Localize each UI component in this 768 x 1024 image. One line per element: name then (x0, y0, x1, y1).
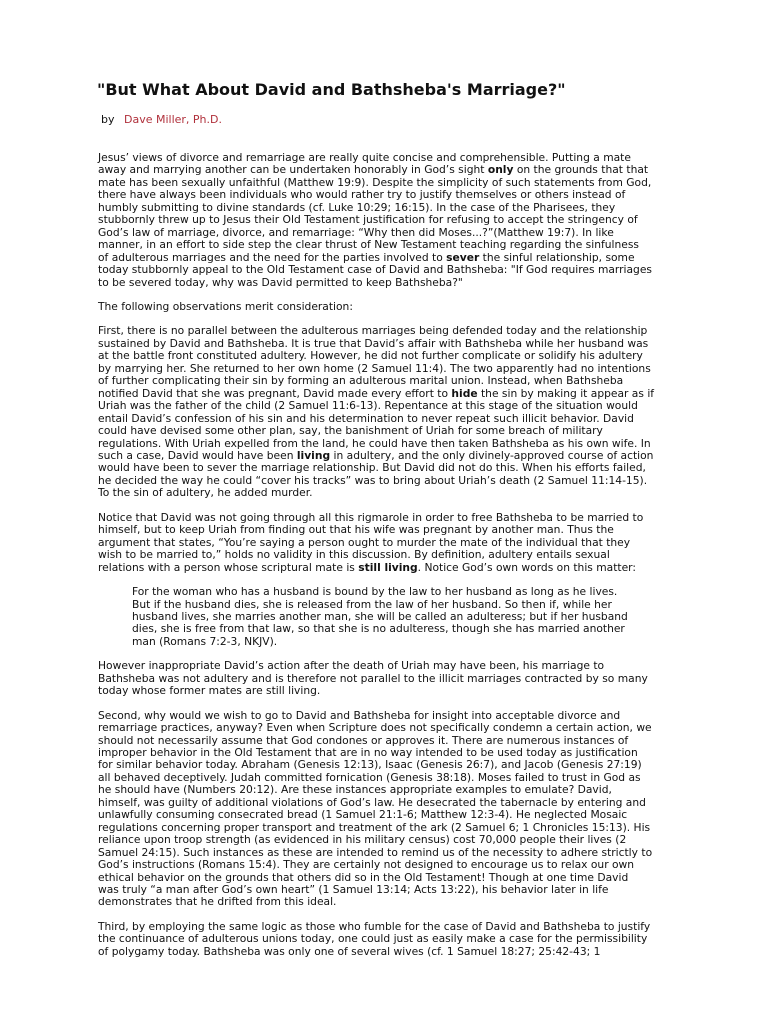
text-line (98, 946, 678, 958)
text-segment: ethical behavior on the grounds that others did so in the Old Testament! Though at one time David (98, 870, 629, 884)
paragraph (98, 710, 678, 909)
text-segment: there have always been individuals who would rather try to justify themselves or others instead of (98, 188, 626, 202)
text-segment: First, there is no parallel between the adulterous marriages being defended today and the relationship (98, 324, 648, 338)
paragraph (98, 921, 678, 958)
text-segment: the continuance of adulterous unions today, one could just as easily make a case for the permissibility (98, 932, 648, 946)
text-segment: Second, why would we wish to go to David and Bathsheba for insight into acceptable divorce and (98, 708, 621, 722)
text-segment: Uriah was the father of the child (2 Samuel 11:6-13). Repentance at this stage of the situation would (98, 399, 638, 413)
text-line (98, 301, 678, 313)
bold-emphasis: sever (446, 250, 480, 264)
text-segment: For the woman who has a husband is bound by the law to her husband as long as he lives. (132, 585, 618, 599)
text-segment: However inappropriate David’s action after the death of Uriah may have been, his marriage to (98, 659, 605, 673)
text-segment: . Notice God’s own words on this matter: (417, 560, 636, 574)
text-segment: reliance upon troop strength (as evidenced in his military census) cost 70,000 people their lives (2 (98, 833, 627, 847)
text-segment: on the grounds that that (513, 163, 649, 177)
text-segment: entail David’s confession of his sin and his determination to never repeat such illicit behavior. David (98, 411, 634, 425)
text-segment: sustained by David and Bathsheba. It is true that David’s affair with Bathsheba while her husband was (98, 336, 649, 350)
text-line (98, 487, 678, 499)
text-line (98, 562, 678, 574)
text-segment: of further complicating their sin by forming an adulterous marital union. Instead, when Bathsheba (98, 374, 624, 388)
text-segment: Notice that David was not going through all this rigmarole in order to free Bathsheba to be married to (98, 510, 644, 524)
text-segment: could have devised some other plan, say, the banishment of Uriah for some breach of military (98, 424, 603, 438)
text-segment: by marrying her. She returned to her own home (2 Samuel 11:4). The two apparently had no intentions (98, 361, 651, 375)
text-segment: Samuel 24:15). Such instances as these are intended to remind us of the necessity to adhere strictly to (98, 845, 653, 859)
text-segment: God’s law of marriage, divorce, and remarriage: “Why then did Moses...?”(Matthew 19:7). In like (98, 225, 614, 239)
text-segment: husband lives, she marries another man, she will be called an adulteress; but if her husband (132, 609, 628, 623)
paragraph (98, 325, 678, 499)
text-segment: the sin by making it appear as if (477, 386, 655, 400)
text-segment: to be severed today, why was David permitted to keep Bathsheba?" (98, 275, 463, 289)
bold-emphasis: only (487, 163, 514, 177)
text-line (98, 277, 678, 289)
text-segment: such a case, David would have been (98, 448, 297, 462)
text-segment: dies, she is free from that law, so that she is no adulteress, though she has married another (132, 622, 625, 636)
text-segment: wish to be married to,” holds no validity in this discussion. By definition, adultery entails sexual (98, 548, 610, 562)
text-segment: at the battle front constituted adultery. However, he did not further complicate or solidify his adultery (98, 349, 643, 363)
text-segment: the sinful relationship, some (479, 250, 635, 264)
author-link[interactable]: Dave Miller, Ph.D. (124, 113, 222, 126)
text-segment: would have been to sever the marriage relationship. But David did not do this. When his efforts failed, (98, 461, 646, 475)
article-title: "But What About David and Bathsheba's Marriage?" (97, 80, 566, 99)
text-segment: remarriage practices, anyway? Even when Scripture does not specifically condemn a certain action, we (98, 721, 652, 735)
text-segment: demonstrates that he drifted from this ideal. (98, 895, 337, 909)
byline (101, 113, 222, 126)
text-segment: of adulterous marriages and the need for the parties involved to (98, 250, 447, 264)
text-segment: God’s instructions (Romans 15:4). They are certainly not designed to encourage us to relax our own (98, 858, 635, 872)
text-segment: To the sin of adultery, he added murder. (98, 486, 313, 500)
text-segment: regulations concerning proper transport and treatment of the ark (2 Samuel 6; 1 Chronicles 15:13). His (98, 820, 651, 834)
bold-emphasis: hide (451, 386, 478, 400)
text-segment: for similar behavior today. Abraham (Genesis 12:13), Isaac (Genesis 26:7), and Jacob (Genesis 27:19) (98, 758, 642, 772)
bold-emphasis: living (296, 448, 331, 462)
text-line (98, 685, 678, 697)
text-segment: But if the husband dies, she is released from the law of her husband. So then if, while her (132, 597, 612, 611)
text-segment: of polygamy today. Bathsheba was only one of several wives (cf. 1 Samuel 18:27; 25:42-43; 1 (98, 944, 601, 958)
text-segment: himself, but to keep Uriah from finding out that his wife was pregnant by another man. Thus the (98, 523, 614, 537)
paragraph (98, 660, 678, 697)
text-line (98, 896, 678, 908)
text-segment: Bathsheba was not adultery and is therefore not parallel to the illicit marriages contracted by so many (98, 671, 648, 685)
text-segment: humbly submitting to divine standards (cf. Luke 10:29; 16:15). In the case of the Pharisees, they (98, 200, 616, 214)
text-segment: in adultery, and the only divinely-approved course of action (330, 448, 654, 462)
text-segment: today whose former mates are still living. (98, 684, 321, 698)
text-segment: mate has been sexually unfaithful (Matthew 19:9). Despite the simplicity of such statements from God, (98, 175, 652, 189)
text-segment: Third, by employing the same logic as those who fumble for the case of David and Bathsheba to justify (98, 919, 651, 933)
text-segment: notified David that she was pregnant, David made every effort to (98, 386, 452, 400)
block-quote (132, 586, 678, 648)
text-segment: relations with a person whose scriptural mate is (98, 560, 359, 574)
byline-prefix: by (101, 113, 115, 126)
paragraph (98, 152, 678, 289)
text-segment: Jesus’ views of divorce and remarriage are really quite concise and comprehensible. Putting a mate (98, 151, 631, 164)
text-line (132, 636, 678, 648)
paragraph (98, 301, 678, 313)
text-segment: should not necessarily assume that God condones or approves it. There are numerous instances of (98, 733, 629, 747)
text-segment: argument that states, “You’re saying a person ought to murder the mate of the individual that they (98, 535, 631, 549)
text-segment: improper behavior in the Old Testament that are in no way intended to be used today as justification (98, 746, 638, 760)
text-segment: regulations. With Uriah expelled from the land, he could have then taken Bathsheba as his own wife. In (98, 436, 651, 450)
text-segment: unlawfully consuming consecrated bread (1 Samuel 21:1-6; Matthew 12:3-4). He neglected Mosaic (98, 808, 628, 822)
text-segment: he should have (Numbers 20:12). Are these instances appropriate examples to emulate? David, (98, 783, 612, 797)
text-segment: The following observations merit consideration: (98, 299, 353, 313)
text-segment: himself, was guilty of additional violations of God’s law. He desecrated the tabernacle by entering and (98, 795, 646, 809)
text-segment: stubbornly threw up to Jesus their Old Testament justification for refusing to accept the stringency of (98, 213, 638, 227)
text-segment: all behaved deceptively. Judah committed fornication (Genesis 38:18). Moses failed to trust in God as (98, 770, 641, 784)
text-segment: he decided the way he could “cover his tracks” was to bring about Uriah’s death (2 Samuel 11:14-15). (98, 473, 648, 487)
paragraph (98, 512, 678, 574)
text-segment: today stubbornly appeal to the Old Testament case of David and Bathsheba: "If God requires marriages (98, 263, 652, 277)
text-segment: manner, in an effort to side step the clear thrust of New Testament teaching regarding the sinfulness (98, 238, 639, 252)
text-segment: man (Romans 7:2-3, NKJV). (132, 634, 278, 648)
article-body (98, 152, 678, 970)
bold-emphasis: still living (358, 560, 418, 574)
text-segment: away and marrying another can be undertaken honorably in God’s sight (98, 163, 488, 177)
text-segment: was truly “a man after God’s own heart” (1 Samuel 13:14; Acts 13:22), his behavior later in life (98, 883, 609, 897)
